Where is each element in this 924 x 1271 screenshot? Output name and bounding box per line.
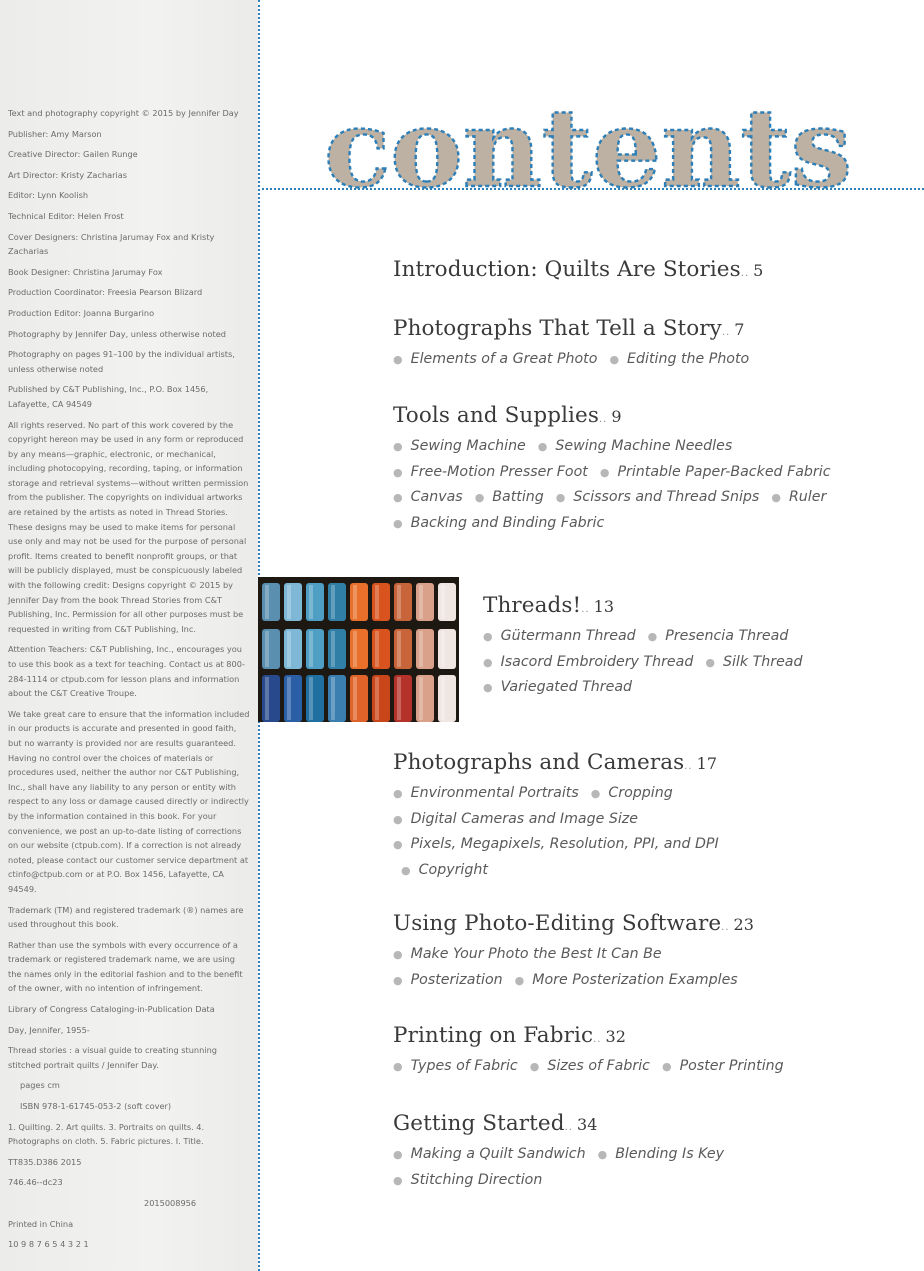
bullet-icon: ●	[393, 465, 403, 479]
toc-item-line	[393, 460, 831, 486]
toc-item[interactable]: Digital Cameras and Image Size	[410, 810, 638, 827]
toc-page-number[interactable]: 17	[696, 754, 718, 773]
toc-item[interactable]: Gütermann Thread	[500, 628, 636, 644]
leader-dots: ..	[598, 414, 608, 425]
bullet-icon: ●	[483, 681, 493, 695]
thread-spool-highlight	[309, 677, 313, 720]
toc-page-number[interactable]: 23	[733, 915, 755, 934]
toc-section-title[interactable]: Using Photo-Editing Software	[393, 911, 722, 936]
toc-section-printing-fabric	[393, 1023, 784, 1080]
bullet-icon: ●	[393, 1148, 403, 1161]
thread-spool	[350, 675, 368, 722]
toc-item-line	[483, 650, 803, 676]
toc-item-line	[393, 968, 754, 994]
toc-item[interactable]: Presencia Thread	[665, 628, 789, 644]
copyright-line: Cover Designers: Christina Jarumay Fox and Kristy Zacharias	[8, 231, 215, 257]
copyright-line: Editor: Lynn Koolish	[8, 190, 89, 201]
copyright-line: Production Coordinator: Freesia Pearson Blizard	[8, 287, 203, 298]
bullet-icon: ●	[401, 863, 411, 877]
toc-item[interactable]: Free-Motion Presser Foot	[410, 463, 588, 480]
copyright-line: 1. Quilting. 2. Art quilts. 3. Portraits on quilts. 4. Photographs on cloth. 5. Fabric pictures. I. Title.	[8, 1121, 205, 1147]
bullet-icon: ●	[529, 1060, 540, 1073]
thread-spool	[262, 629, 280, 669]
thread-spool	[306, 675, 324, 722]
toc-item[interactable]: Scissors and Thread Snips	[573, 489, 760, 506]
copyright-line: All rights reserved. No part of this work covered by the copyright hereon may be used in any form or reproduced by any means—graphic, electronic, or mechanical, including photocopying, recording, taping, or information storage and retrieval systems—without written permission from the publisher. The copyrights on individual artworks are retained by the artists as noted in Thread Stories. These designs may be used to make items for personal use only and may not be used for the purpose of personal profit. Items created to benefit nonprofit groups, or that will be publicly displayed, must be conspicuously labeled with the following credit: Designs copyright © 2015 by Jennifer Day from the book Thread Stories from C&T Publishing, Inc. Permission for all other purposes must be requested in writing from C&T Publishing, Inc.	[8, 419, 249, 634]
thread-spool	[438, 675, 456, 722]
toc-section-tools-supplies	[393, 403, 831, 536]
toc-item[interactable]: Isacord Embroidery Thread	[500, 653, 694, 670]
toc-item[interactable]: Pixels, Megapixels, Resolution, PPI, and DPI	[410, 836, 719, 853]
toc-item[interactable]: Sizes of Fabric	[547, 1058, 650, 1074]
toc-item-line	[393, 832, 719, 858]
bullet-icon: ●	[647, 630, 658, 643]
leader-dots: ..	[740, 268, 750, 279]
thread-spool-highlight	[353, 631, 357, 667]
bullet-icon: ●	[483, 655, 493, 669]
toc-page-number[interactable]: 9	[611, 407, 622, 426]
leader-dots: ..	[721, 922, 730, 933]
copyright-line: ISBN 978-1-61745-053-2 (soft cover)	[20, 1101, 172, 1112]
toc-item-line	[393, 347, 749, 373]
thread-spool-highlight	[419, 631, 423, 667]
toc-page-number[interactable]: 32	[605, 1027, 627, 1046]
toc-item-line	[393, 485, 831, 511]
bullet-icon: ●	[705, 655, 715, 669]
thread-spool-highlight	[287, 677, 291, 720]
toc-item[interactable]: More Posterization Examples	[532, 971, 738, 988]
toc-item[interactable]: Types of Fabric	[410, 1058, 518, 1074]
leader-dots: ..	[721, 327, 731, 338]
toc-page-number[interactable]: 5	[753, 261, 764, 280]
toc-section-title[interactable]: Photographs That Tell a Story	[393, 316, 722, 341]
thread-spool-highlight	[265, 631, 269, 667]
toc-item-line	[483, 624, 803, 650]
copyright-line: 10 9 8 7 6 5 4 3 2 1	[8, 1239, 89, 1250]
toc-item[interactable]: Cropping	[608, 785, 673, 801]
copyright-line: Printed in China	[8, 1218, 74, 1229]
bullet-icon: ●	[393, 1060, 403, 1073]
copyright-line: Day, Jennifer, 1955-	[8, 1024, 90, 1035]
toc-item[interactable]: Elements of a Great Photo	[410, 351, 598, 367]
bullet-icon: ●	[771, 491, 781, 505]
copyright-line: Book Designer: Christina Jarumay Fox	[8, 266, 163, 277]
toc-item-line	[393, 942, 754, 968]
toc-item-line	[393, 434, 831, 460]
toc-item[interactable]: Ruler	[788, 489, 827, 506]
toc-item-line	[393, 807, 719, 833]
thread-spool	[416, 675, 434, 722]
thread-spool	[416, 629, 434, 669]
copyright-line: pages cm	[20, 1080, 60, 1091]
thread-spool-highlight	[331, 631, 335, 667]
toc-item[interactable]: Editing the Photo	[627, 351, 750, 367]
thread-spool-highlight	[353, 585, 357, 619]
thread-spool	[328, 583, 346, 621]
copyright-line: Photography by Jennifer Day, unless otherwise noted	[8, 328, 226, 339]
bullet-icon: ●	[393, 948, 403, 961]
copyright-text	[8, 106, 250, 1258]
thread-spool	[394, 675, 412, 722]
thread-spool-highlight	[397, 677, 401, 720]
toc-section-introduction	[393, 257, 763, 282]
copyright-line: Trademark (TM) and registered trademark (®) names are used throughout this book.	[8, 904, 244, 930]
thread-spool	[328, 629, 346, 669]
toc-section-title[interactable]: Threads!	[483, 593, 582, 618]
copyright-line: Attention Teachers: C&T Publishing, Inc., encourages you to use this book as a text for teaching. Contact us at 800-284-1114 or ctpub.com for lesson plans and information about the C&T Creative Troupe.	[8, 644, 245, 699]
toc-section-photographs-cameras	[393, 750, 719, 883]
toc-item[interactable]: Sewing Machine Needles	[555, 438, 733, 454]
toc-item-line	[393, 1142, 724, 1168]
bullet-icon: ●	[393, 1173, 403, 1187]
bullet-icon: ●	[661, 1060, 672, 1073]
thread-spool-highlight	[397, 631, 401, 667]
toc-section-title[interactable]: Photographs and Cameras	[393, 750, 685, 775]
toc-item[interactable]: Copyright	[418, 861, 488, 878]
copyright-line: Publisher: Amy Marson	[8, 128, 102, 139]
thread-spool-highlight	[441, 585, 445, 619]
bullet-icon: ●	[555, 491, 566, 505]
toc-section-getting-started	[393, 1111, 724, 1193]
toc-item[interactable]: Making a Quilt Sandwich	[410, 1146, 586, 1162]
thread-spool-highlight	[375, 585, 379, 619]
thread-spool-highlight	[309, 585, 313, 619]
thread-spool	[350, 629, 368, 669]
thread-spool-highlight	[309, 631, 313, 667]
copyright-line: Art Director: Kristy Zacharias	[8, 169, 128, 180]
toc-item-line	[393, 1168, 724, 1194]
bullet-icon: ●	[393, 973, 403, 987]
toc-page-number[interactable]: 7	[734, 320, 745, 339]
toc-page-number[interactable]: 13	[593, 597, 615, 616]
toc-item[interactable]: Poster Printing	[679, 1058, 784, 1074]
thread-spool-highlight	[375, 677, 379, 720]
bullet-icon: ●	[537, 440, 548, 453]
copyright-line: Creative Director: Gailen Runge	[8, 149, 138, 160]
thread-spool	[372, 583, 390, 621]
copyright-line: 2015008956	[144, 1198, 197, 1208]
toc-section-threads	[483, 593, 803, 701]
thread-spool	[262, 675, 280, 722]
bullet-icon: ●	[393, 838, 403, 852]
toc-page-number[interactable]: 34	[576, 1115, 598, 1134]
toc-item[interactable]: Printable Paper-Backed Fabric	[617, 463, 831, 480]
copyright-line: Rather than use the symbols with every occurrence of a trademark or registered trademark name, we are using the names only in the editorial fashion and to the benefit of the owner, with no intention of infringement.	[8, 939, 243, 994]
thread-spool	[328, 675, 346, 722]
bullet-icon: ●	[474, 491, 485, 505]
thread-spool-highlight	[441, 631, 445, 667]
thread-spool-highlight	[419, 585, 423, 619]
bullet-icon: ●	[514, 973, 525, 987]
leader-dots: ..	[564, 1122, 573, 1133]
thread-spool-highlight	[331, 677, 335, 720]
bullet-icon: ●	[393, 491, 403, 505]
toc-item-line	[393, 1054, 784, 1080]
copyright-line: 746.46--dc23	[8, 1177, 63, 1188]
thread-spool	[284, 675, 302, 722]
bullet-icon: ●	[597, 1148, 608, 1161]
bullet-icon: ●	[590, 787, 601, 800]
thread-spool-highlight	[287, 585, 291, 619]
toc-section-title[interactable]: Getting Started	[393, 1111, 565, 1136]
thread-spool-highlight	[265, 585, 269, 619]
toc-item[interactable]: Environmental Portraits	[410, 785, 579, 801]
page-title	[322, 82, 882, 200]
copyright-line: We take great care to ensure that the information included in our products is accurate and presented in good faith, but no warranty is provided nor are results guaranteed. Having no control over the choices of materials or procedures used, neither the author nor C&T Publishing, Inc., shall have any liability to any person or entity with respect to any loss or damage caused directly or indirectly by the information contained in this book. For your convenience, we post an up-to-date listing of corrections on our website (ctpub.com). If a correction is not already noted, please contact our customer service department at ctinfo@ctpub.com or at P.O. Box 1456, Lafayette, CA 94549.	[8, 708, 250, 894]
thread-spool	[372, 629, 390, 669]
toc-item[interactable]: Make Your Photo the Best It Can Be	[410, 946, 662, 962]
thread-spool-highlight	[353, 677, 357, 720]
toc-section-title[interactable]: Printing on Fabric	[393, 1023, 594, 1048]
bullet-icon: ●	[393, 353, 403, 366]
copyright-sidebar	[0, 0, 258, 1271]
toc-section-photo-editing	[393, 911, 754, 993]
thread-spools-photo	[258, 577, 459, 722]
copyright-line: Production Editor: Joanna Burgarino	[8, 307, 155, 318]
copyright-line: Photography on pages 91–100 by the individual artists, unless otherwise noted	[8, 349, 235, 374]
toc-item-line	[393, 858, 719, 884]
thread-spool	[438, 583, 456, 621]
thread-spool	[394, 629, 412, 669]
page-title-graphic	[322, 82, 882, 200]
leader-dots: ..	[593, 1034, 602, 1045]
thread-spool-highlight	[397, 585, 401, 619]
toc-item-line	[483, 675, 803, 701]
toc-item[interactable]: Sewing Machine	[410, 438, 526, 454]
toc-item[interactable]: Backing and Binding Fabric	[410, 514, 605, 531]
thread-spool	[394, 583, 412, 621]
bullet-icon: ●	[599, 465, 610, 479]
thread-spools-graphic	[258, 577, 459, 722]
toc-item[interactable]: Stitching Direction	[410, 1171, 543, 1188]
thread-spool-highlight	[375, 631, 379, 667]
bullet-icon: ●	[609, 353, 620, 366]
thread-spool	[416, 583, 434, 621]
toc-section-photographs-story	[393, 316, 749, 373]
toc-item[interactable]: Silk Thread	[722, 653, 803, 670]
copyright-line: Published by C&T Publishing, Inc., P.O. Box 1456, Lafayette, CA 94549	[8, 384, 209, 409]
copyright-line: Library of Congress Cataloging-in-Publication Data	[8, 1004, 215, 1015]
thread-spool	[350, 583, 368, 621]
copyright-line: Text and photography copyright © 2015 by Jennifer Day	[8, 108, 239, 118]
toc-item[interactable]: Posterization	[410, 971, 503, 988]
thread-spool	[306, 583, 324, 621]
toc-item[interactable]: Variegated Thread	[500, 679, 633, 696]
toc-section-title[interactable]: Introduction: Quilts Are Stories	[393, 257, 741, 282]
thread-spool-highlight	[419, 677, 423, 720]
toc-item[interactable]: Blending Is Key	[615, 1146, 725, 1162]
bullet-icon: ●	[393, 516, 403, 530]
bullet-icon: ●	[393, 812, 403, 826]
thread-spool-highlight	[265, 677, 269, 720]
bullet-icon: ●	[393, 787, 403, 800]
thread-spool	[262, 583, 280, 621]
copyright-line: TT835.D386 2015	[8, 1156, 82, 1167]
bullet-icon: ●	[393, 440, 403, 453]
thread-spool	[372, 675, 390, 722]
thread-spool	[306, 629, 324, 669]
thread-spool-highlight	[287, 631, 291, 667]
copyright-line: Thread stories : a visual guide to creating stunning stitched portrait quilts / Jennifer Day.	[8, 1045, 217, 1070]
toc-item-line	[393, 511, 831, 537]
page-title-text: contents	[324, 86, 852, 200]
thread-spool-highlight	[331, 585, 335, 619]
toc-item[interactable]: Canvas	[410, 489, 463, 506]
bullet-icon: ●	[483, 630, 493, 643]
leader-dots: ..	[581, 604, 590, 615]
thread-spool	[438, 629, 456, 669]
thread-spool	[284, 629, 302, 669]
thread-spool	[284, 583, 302, 621]
leader-dots: ..	[684, 761, 693, 772]
toc-item[interactable]: Batting	[492, 489, 544, 506]
toc-section-title[interactable]: Tools and Supplies	[393, 403, 599, 428]
copyright-line: Technical Editor: Helen Frost	[8, 210, 124, 221]
thread-spool-highlight	[441, 677, 445, 720]
toc-item-line	[393, 781, 719, 807]
